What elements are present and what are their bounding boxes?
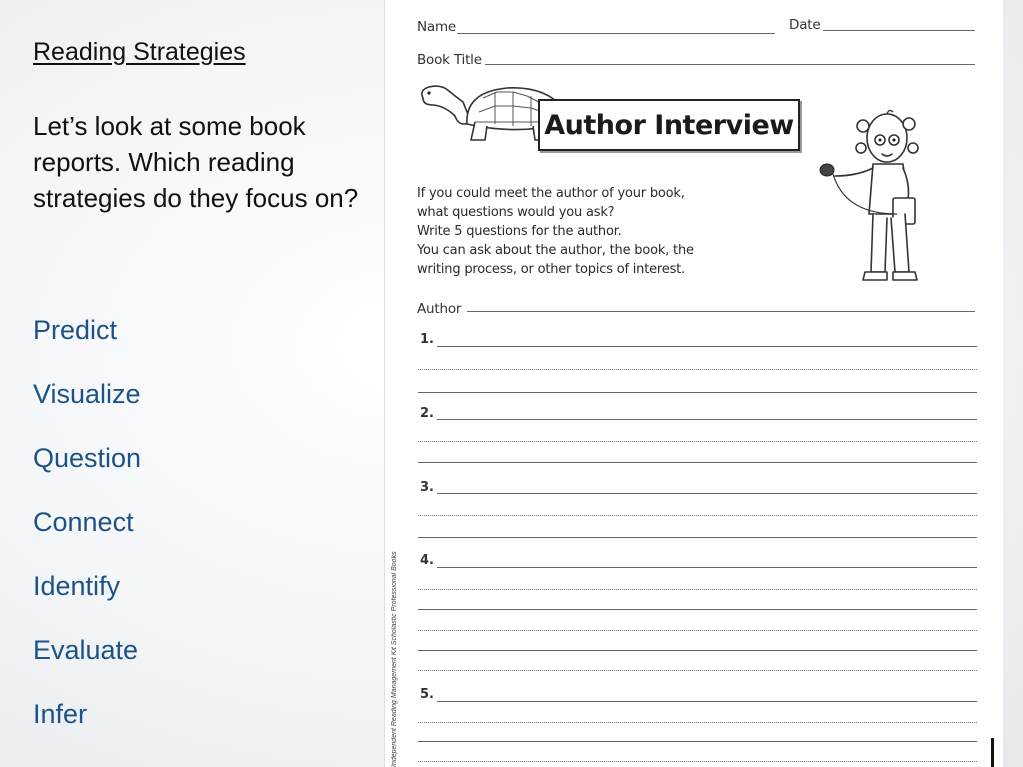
question-number-4: 4. (420, 553, 434, 568)
girl-with-microphone-illustration (805, 104, 935, 294)
answer-line (418, 741, 977, 742)
question-number-2: 2. (420, 406, 434, 421)
dotted-guide-line (418, 670, 977, 671)
strategy-evaluate: Evaluate (33, 635, 139, 665)
strategy-identify: Identify (33, 571, 121, 601)
author-line (467, 311, 975, 312)
question-line (437, 419, 977, 420)
worksheet-title: Author Interview (544, 109, 794, 141)
dotted-guide-line (418, 761, 977, 762)
dotted-guide-line (418, 369, 977, 370)
date-line (823, 30, 975, 31)
question-line (437, 346, 977, 347)
publisher-credit-text: Independent Reading Management Kit Scholastic Professional Books (391, 551, 398, 767)
dotted-guide-line (418, 441, 977, 442)
answer-line (418, 609, 977, 610)
answer-line (418, 537, 977, 538)
question-line (437, 567, 977, 568)
dotted-guide-line (418, 589, 977, 590)
answer-line (418, 462, 977, 463)
name-line (457, 33, 775, 34)
answer-line (418, 650, 977, 651)
question-number-1: 1. (420, 332, 434, 347)
question-line (437, 701, 977, 702)
strategy-visualize: Visualize (33, 379, 141, 409)
page-edge-mark (991, 738, 994, 767)
book-title-label: Book Title (417, 52, 482, 68)
author-label: Author (417, 301, 462, 317)
name-label: Name (417, 19, 457, 35)
slide-heading: Reading Strategies (33, 38, 246, 66)
question-number-3: 3. (420, 480, 434, 495)
worksheet-title-box (538, 99, 800, 151)
question-number-5: 5. (420, 687, 434, 702)
slide-body-text: Let’s look at some book reports. Which reading strategies do they focus on? (33, 111, 359, 213)
strategy-connect: Connect (33, 507, 134, 537)
book-title-line (485, 64, 975, 65)
strategy-predict: Predict (33, 315, 118, 345)
strategy-question: Question (33, 443, 142, 473)
dotted-guide-line (418, 515, 977, 516)
strategy-infer: Infer (33, 699, 88, 729)
worksheet-instructions: If you could meet the author of your book, what questions would you ask? Write 5 questions for the author. You can ask about the author, the book, the writing process, or other topics of interest. (417, 186, 694, 277)
question-line (437, 493, 977, 494)
date-label: Date (789, 17, 821, 33)
dotted-guide-line (418, 630, 977, 631)
publisher-credit (391, 520, 405, 767)
answer-line (418, 392, 977, 393)
dotted-guide-line (418, 722, 977, 723)
author-interview-worksheet (385, 0, 1003, 767)
